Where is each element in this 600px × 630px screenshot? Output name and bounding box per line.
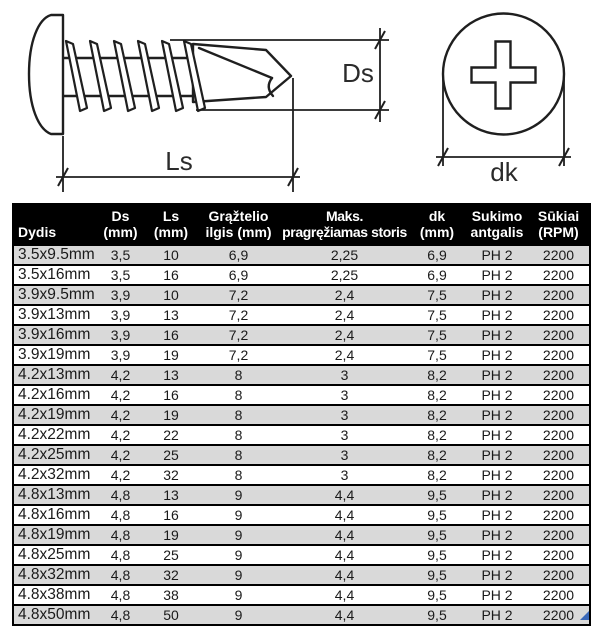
cell-ls: 10 (146, 285, 196, 305)
cell-ds: 3,5 (95, 265, 146, 285)
cell-rpm: 2200 (528, 545, 590, 565)
cell-ls: 25 (146, 445, 196, 465)
cell-dk: 8,2 (408, 385, 466, 405)
header-line2: (RPM) (538, 224, 579, 240)
cell-rpm: 2200 (528, 405, 590, 425)
table-row (13, 545, 590, 565)
cell-ds: 4,8 (95, 545, 146, 565)
cell-dk: 7,5 (408, 305, 466, 325)
cell-dydis: 4.8x16mm (13, 505, 95, 525)
cell-dk: 9,5 (408, 545, 466, 565)
cell-rpm: 2200 (528, 305, 590, 325)
table-row (13, 565, 590, 585)
header-line2: pragręžiamas storis (282, 224, 407, 240)
cell-drive-bit: PH 2 (466, 605, 528, 625)
cell-dydis: 4.8x50mm (13, 605, 95, 625)
cell-max-thickness: 2,4 (281, 325, 408, 345)
header-line2: (mm) (103, 224, 138, 240)
cell-drive-bit: PH 2 (466, 285, 528, 305)
cell-drive-bit: PH 2 (466, 565, 528, 585)
cell-rpm: 2200 (528, 565, 590, 585)
cell-drive-bit: PH 2 (466, 445, 528, 465)
cell-ls: 22 (146, 425, 196, 445)
drill-point (193, 44, 291, 102)
cell-ds: 4,8 (95, 505, 146, 525)
cell-ds: 4,8 (95, 565, 146, 585)
cell-drive-bit: PH 2 (466, 585, 528, 605)
cell-rpm: 2200 (528, 485, 590, 505)
cell-dk: 8,2 (408, 425, 466, 445)
cell-ds: 4,8 (95, 585, 146, 605)
cell-max-thickness: 4,4 (281, 565, 408, 585)
cell-rpm: 2200 (528, 365, 590, 385)
cell-dk: 7,5 (408, 345, 466, 365)
cell-max-thickness: 2,25 (281, 245, 408, 265)
table-row (13, 505, 590, 525)
cell-dk: 9,5 (408, 485, 466, 505)
thread-blade (90, 41, 111, 111)
cell-ds: 3,9 (95, 345, 146, 365)
cell-ds: 3,9 (95, 285, 146, 305)
cell-drill-length: 8 (196, 465, 281, 485)
cell-dk: 6,9 (408, 265, 466, 285)
cell-drill-length: 7,2 (196, 285, 281, 305)
cell-drill-length: 9 (196, 525, 281, 545)
cell-max-thickness: 4,4 (281, 525, 408, 545)
cell-dydis: 3.9x9.5mm (13, 285, 95, 305)
header-line1: Ls (162, 208, 180, 224)
header-line2: antgalis (470, 224, 524, 240)
cell-ds: 4,2 (95, 385, 146, 405)
cell-ls: 16 (146, 265, 196, 285)
thread-blade (162, 41, 183, 111)
cell-max-thickness: 2,4 (281, 305, 408, 325)
cell-ds: 4,2 (95, 365, 146, 385)
table-row (13, 345, 590, 365)
cell-dk: 8,2 (408, 405, 466, 425)
ls-label: Ls (165, 146, 193, 176)
cell-dk: 8,2 (408, 465, 466, 485)
cell-dydis: 4.8x13mm (13, 485, 95, 505)
cell-dk: 9,5 (408, 585, 466, 605)
table-row (13, 305, 590, 325)
column-header-dydis (13, 204, 95, 245)
thread-blade (66, 41, 87, 111)
header-line2: (mm) (419, 224, 455, 240)
cell-dydis: 4.8x32mm (13, 565, 95, 585)
header-line2: (mm) (153, 224, 189, 240)
cell-drive-bit: PH 2 (466, 245, 528, 265)
cell-ds: 4,2 (95, 445, 146, 465)
cell-dydis: 4.2x19mm (13, 405, 95, 425)
table-row (13, 385, 590, 405)
cell-drive-bit: PH 2 (466, 365, 528, 385)
cell-ls: 13 (146, 305, 196, 325)
cell-max-thickness: 4,4 (281, 505, 408, 525)
cell-ls: 32 (146, 465, 196, 485)
cell-drill-length: 8 (196, 425, 281, 445)
cell-rpm: 2200 (528, 425, 590, 445)
cell-ls: 19 (146, 405, 196, 425)
column-header-ls (146, 204, 196, 245)
header-line1: Sūkiai (537, 208, 580, 224)
cell-dk: 8,2 (408, 445, 466, 465)
cell-rpm: 2200 (528, 525, 590, 545)
cell-drive-bit: PH 2 (466, 525, 528, 545)
cell-drive-bit: PH 2 (466, 345, 528, 365)
cell-drive-bit: PH 2 (466, 485, 528, 505)
cell-dk: 7,5 (408, 285, 466, 305)
cell-max-thickness: 2,4 (281, 285, 408, 305)
table-row (13, 285, 590, 305)
header-line1: Grąžtelio (208, 208, 269, 224)
cell-ls: 16 (146, 385, 196, 405)
cell-dydis: 3.9x13mm (13, 305, 95, 325)
cell-ls: 13 (146, 365, 196, 385)
cell-drill-length: 9 (196, 605, 281, 625)
column-header-drive-bit (466, 204, 528, 245)
spec-table (12, 203, 591, 626)
cell-max-thickness: 2,4 (281, 345, 408, 365)
cell-drive-bit: PH 2 (466, 385, 528, 405)
table-row (13, 485, 590, 505)
table-row (13, 465, 590, 485)
cell-dk: 7,5 (408, 325, 466, 345)
cell-drill-length: 9 (196, 585, 281, 605)
cell-ls: 16 (146, 325, 196, 345)
cell-ls: 25 (146, 545, 196, 565)
cell-dydis: 3.5x16mm (13, 265, 95, 285)
header-line1: dk (428, 208, 446, 224)
cell-ds: 4,2 (95, 465, 146, 485)
cell-rpm: 2200 (528, 505, 590, 525)
table-row (13, 365, 590, 385)
table-row (13, 425, 590, 445)
cell-drill-length: 9 (196, 565, 281, 585)
cell-ds: 4,8 (95, 525, 146, 545)
cell-rpm: 2200 (528, 325, 590, 345)
cell-drill-length: 8 (196, 445, 281, 465)
cell-max-thickness: 4,4 (281, 585, 408, 605)
cell-ls: 10 (146, 245, 196, 265)
cell-drill-length: 7,2 (196, 345, 281, 365)
cell-dk: 9,5 (408, 505, 466, 525)
screw-side-view (29, 15, 291, 134)
cell-dydis: 4.8x19mm (13, 525, 95, 545)
cell-max-thickness: 3 (281, 425, 408, 445)
cell-dydis: 4.2x13mm (13, 365, 95, 385)
column-header-dk (408, 204, 466, 245)
header-line2: Dydis (18, 224, 57, 240)
cell-dk: 8,2 (408, 365, 466, 385)
cell-drive-bit: PH 2 (466, 545, 528, 565)
cell-max-thickness: 3 (281, 445, 408, 465)
cell-rpm: 2200 (528, 245, 590, 265)
column-header-max-thickness (281, 204, 408, 245)
table-row (13, 245, 590, 265)
screw-head (29, 15, 63, 134)
cell-dk: 6,9 (408, 245, 466, 265)
cell-rpm: 2200 (528, 345, 590, 365)
cell-dydis: 3.9x19mm (13, 345, 95, 365)
screw-front-view (443, 14, 564, 135)
cell-dk: 9,5 (408, 525, 466, 545)
cell-ls: 19 (146, 345, 196, 365)
cell-dydis: 4.8x38mm (13, 585, 95, 605)
screw-technical-drawing (0, 0, 600, 200)
cell-rpm: 2200 (528, 285, 590, 305)
cell-drill-length: 6,9 (196, 245, 281, 265)
cell-max-thickness: 4,4 (281, 605, 408, 625)
cell-rpm: 2200 (528, 445, 590, 465)
cell-drill-length: 7,2 (196, 305, 281, 325)
column-header-rpm (528, 204, 590, 245)
cell-rpm: 2200 (528, 585, 590, 605)
spec-table-header (13, 204, 590, 245)
cell-ds: 3,9 (95, 325, 146, 345)
cell-ds: 4,2 (95, 425, 146, 445)
cell-ds: 4,8 (95, 485, 146, 505)
cell-rpm: 2200 (528, 265, 590, 285)
thread-blade (114, 41, 135, 111)
cell-dydis: 3.9x16mm (13, 325, 95, 345)
column-header-drill-length (196, 204, 281, 245)
cell-ds: 3,9 (95, 305, 146, 325)
table-row (13, 265, 590, 285)
cell-drill-length: 8 (196, 405, 281, 425)
cell-ds: 3,5 (95, 245, 146, 265)
cell-drill-length: 9 (196, 545, 281, 565)
column-header-ds (95, 204, 146, 245)
cell-ls: 50 (146, 605, 196, 625)
cell-drive-bit: PH 2 (466, 425, 528, 445)
cell-dydis: 3.5x9.5mm (13, 245, 95, 265)
header-line1: Maks. (326, 208, 363, 224)
cell-ls: 19 (146, 525, 196, 545)
cell-max-thickness: 3 (281, 365, 408, 385)
cell-ls: 13 (146, 485, 196, 505)
cell-ls: 16 (146, 505, 196, 525)
cell-max-thickness: 3 (281, 385, 408, 405)
selection-fill-handle (580, 611, 589, 620)
cell-drive-bit: PH 2 (466, 265, 528, 285)
cell-drill-length: 8 (196, 365, 281, 385)
table-row (13, 585, 590, 605)
header-line1: Ds (111, 208, 130, 224)
cell-drill-length: 7,2 (196, 325, 281, 345)
table-row (13, 605, 590, 625)
cell-drive-bit: PH 2 (466, 325, 528, 345)
cell-drill-length: 9 (196, 485, 281, 505)
cell-drive-bit: PH 2 (466, 505, 528, 525)
cell-rpm: 2200 (528, 465, 590, 485)
cell-ds: 4,2 (95, 405, 146, 425)
cell-dk: 9,5 (408, 565, 466, 585)
header-line1: Sukimo (471, 208, 523, 224)
table-row (13, 445, 590, 465)
cell-rpm: 2200 (528, 385, 590, 405)
cell-dydis: 4.2x16mm (13, 385, 95, 405)
cell-max-thickness: 2,25 (281, 265, 408, 285)
cell-max-thickness: 3 (281, 405, 408, 425)
cell-dydis: 4.8x25mm (13, 545, 95, 565)
cell-drive-bit: PH 2 (466, 305, 528, 325)
cell-max-thickness: 4,4 (281, 545, 408, 565)
table-row (13, 325, 590, 345)
cell-drill-length: 8 (196, 385, 281, 405)
cell-dk: 9,5 (408, 605, 466, 625)
screw-threads (66, 41, 205, 111)
cell-max-thickness: 3 (281, 465, 408, 485)
thread-blade (138, 41, 159, 111)
table-row (13, 525, 590, 545)
cell-ls: 38 (146, 585, 196, 605)
header-line2: ilgis (mm) (205, 224, 272, 240)
cell-drill-length: 9 (196, 505, 281, 525)
cell-ls: 32 (146, 565, 196, 585)
cell-dydis: 4.2x32mm (13, 465, 95, 485)
cell-drive-bit: PH 2 (466, 405, 528, 425)
spec-table-body (13, 245, 590, 625)
ds-label: Ds (342, 58, 374, 88)
cell-max-thickness: 4,4 (281, 485, 408, 505)
cell-drill-length: 6,9 (196, 265, 281, 285)
dk-label: dk (490, 157, 518, 187)
cell-rpm: 2200 (528, 605, 590, 625)
cell-dydis: 4.2x22mm (13, 425, 95, 445)
cell-dydis: 4.2x25mm (13, 445, 95, 465)
cell-drive-bit: PH 2 (466, 465, 528, 485)
table-row (13, 405, 590, 425)
cell-ds: 4,8 (95, 605, 146, 625)
